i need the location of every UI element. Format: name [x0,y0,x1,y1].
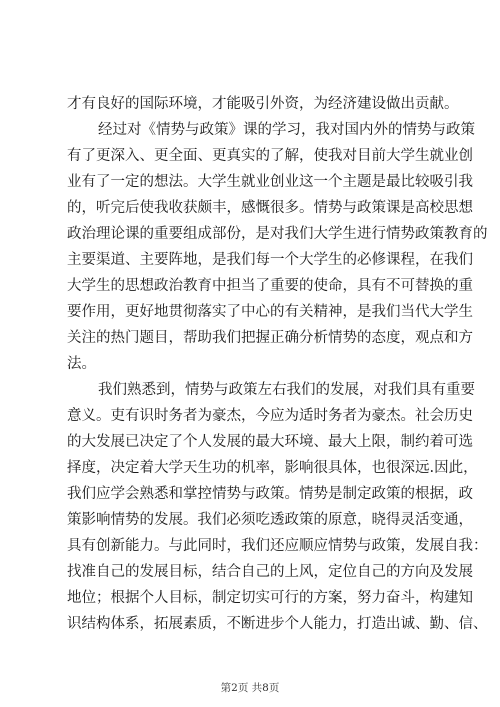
text-line: 具有创新能力。与此同时，我们还应顺应情势与政策，发展自我： [67,538,488,554]
page-number-footer: 第2页 共8页 [220,682,280,694]
text-line: 识结构体系，拓展素质，不断进步个人能力，打造出诚、勤、信、 [67,616,488,632]
text-line: 才有良好的国际环境，才能吸引外资，为经济建设做出贡献。 [67,96,459,112]
text-line: 地位；根据个人目标，制定切实可行的方案，努力奋斗，构建知 [67,590,473,606]
text-line: 策影响情势的发展。我们必须吃透政策的原意，晓得灵活变通， [67,512,473,528]
text-line: 择度，决定着大学天生功的机率，影响很具体，也很深远.因此， [67,460,478,476]
text-line: 业有了一定的想法。大学生就业创业这一个主题是最比较吸引我 [67,174,473,190]
text-line: 大学生的思想政治教育中担当了重要的使命，具有不可替换的重 [67,278,473,294]
text-line: 我们熟悉到，情势与政策左右我们的发展，对我们具有重要 [98,382,475,398]
text-line: 意义。吏有识时务者为豪杰，今应为适时务者为豪杰。社会历史 [67,408,473,424]
text-line: 的大发展已决定了个人发展的最大环境、最大上限，制约着可选 [67,434,473,450]
text-line: 我们应学会熟悉和掌控情势与政策。情势是制定政策的根据，政 [67,486,473,502]
text-line: 关注的热门题目，帮助我们把握正确分析情势的态度，观点和方 [67,330,473,346]
text-line: 的，听完后使我收获颇丰，感慨很多。情势与政策课是高校思想 [67,200,473,216]
text-line: 主要渠道、主要阵地，是我们每一个大学生的必修课程，在我们 [67,252,473,268]
text-line: 要作用，更好地贯彻落实了中心的有关精神，是我们当代大学生 [67,304,473,320]
text-line: 经过对《情势与政策》课的学习，我对国内外的情势与政策 [98,122,475,138]
text-line: 政治理论课的重要组成部份，是对我们大学生进行情势政策教育的 [67,226,488,242]
text-line: 找准自己的发展目标，结合自己的上风，定位自己的方向及发展 [67,564,473,580]
text-line: 有了更深入、更全面、更真实的了解，使我对目前大学生就业创 [67,148,473,164]
text-line: 法。 [67,356,96,372]
document-body [67,91,488,637]
